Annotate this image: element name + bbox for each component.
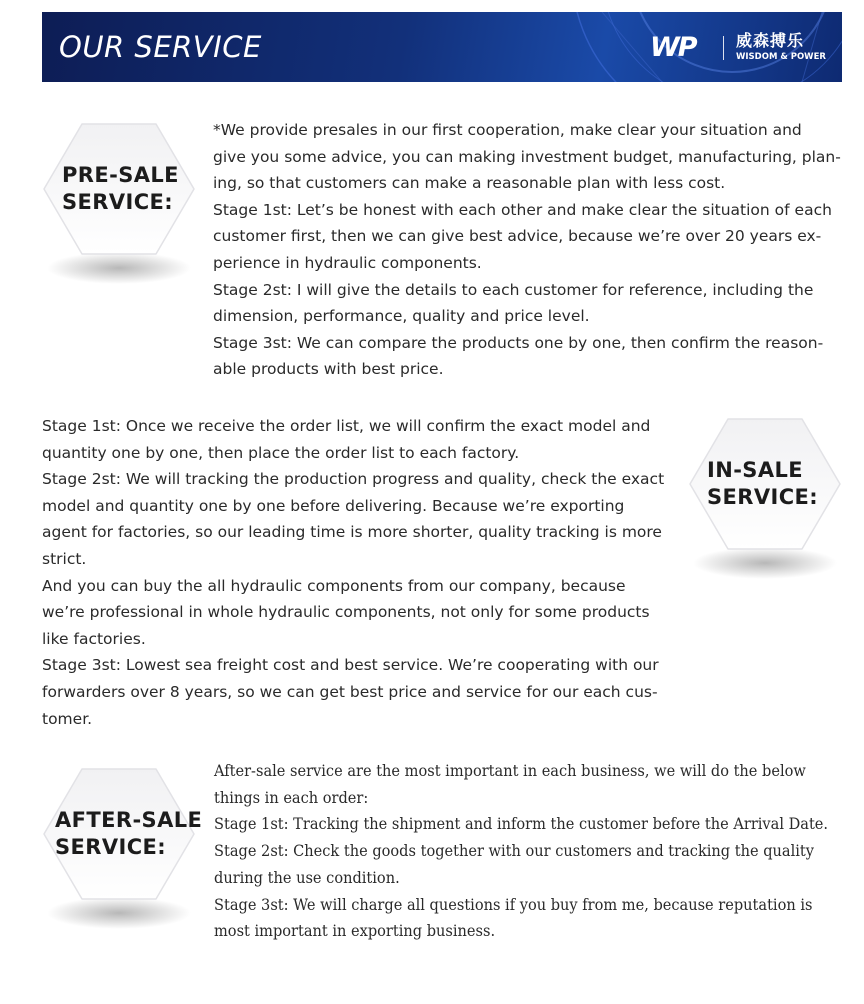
text-line: Stage 2st: We will tracking the production progress and quality, check the exact: [42, 470, 665, 489]
text-line: most important in exporting business.: [214, 922, 496, 941]
presale-hexagon-badge: [38, 118, 200, 290]
text-line: ing, so that customers can make a reasonable plan with less cost.: [213, 174, 726, 193]
logo-mark: WP: [650, 32, 696, 63]
text-line: able products with best price.: [213, 360, 444, 379]
text-line: *We provide presales in our first cooperation, make clear your situation and: [213, 121, 802, 139]
text-line: Stage 1st: Once we receive the order list, we will confirm the exact model and: [42, 417, 651, 435]
text-line: give you some advice, you can making investment budget, manufacturing, plan-: [213, 147, 841, 166]
presale-label-line1: PRE-SALE: [62, 163, 179, 187]
text-line: Stage 3st: We can compare the products one by one, then confirm the reason-: [213, 333, 824, 352]
insale-label-line2: SERVICE:: [707, 485, 819, 509]
aftersale-label-line2: SERVICE:: [55, 835, 167, 859]
text-line: And you can buy the all hydraulic components from our company, because: [42, 576, 626, 595]
text-line: Stage 3st: Lowest sea freight cost and best service. We’re cooperating with our: [42, 656, 659, 675]
text-line: Stage 2st: I will give the details to each customer for reference, including the: [213, 280, 814, 299]
text-line: Stage 1st: Tracking the shipment and inform the customer before the Arrival Date.: [214, 815, 829, 834]
banner-title: OUR SERVICE: [59, 30, 262, 64]
aftersale-label-line1: AFTER-SALE: [55, 808, 203, 832]
text-line: agent for factories, so our leading time is more shorter, quality tracking is more: [42, 523, 662, 542]
aftersale-hexagon-badge: [38, 763, 203, 935]
presale-description: [213, 117, 841, 383]
header-banner: [42, 12, 842, 82]
text-line: Stage 2st: Check the goods together with our customers and tracking the quality: [214, 842, 814, 861]
text-line: quantity one by one, then place the order list to each factory.: [42, 443, 520, 462]
presale-label-line2: SERVICE:: [62, 190, 174, 214]
text-line: things in each order:: [214, 788, 369, 807]
text-line: tomer.: [42, 709, 93, 728]
logo-english-name: WISDOM & POWER: [736, 52, 826, 62]
logo-chinese-name: 威森搏乐: [736, 31, 805, 50]
brand-logo: [650, 32, 832, 66]
text-line: like factories.: [42, 629, 146, 648]
text-line: After-sale service are the most important in each business, we will do the below: [214, 762, 806, 780]
insale-description: [42, 413, 664, 732]
text-line: we’re professional in whole hydraulic components, not only for some products: [42, 603, 650, 622]
text-line: Stage 1st: Let’s be honest with each other and make clear the situation of each: [213, 200, 832, 219]
text-line: during the use condition.: [214, 868, 400, 887]
logo-divider: [723, 36, 724, 60]
text-line: customer first, then we can give best advice, because we’re over 20 years ex-: [213, 227, 822, 246]
text-line: forwarders over 8 years, so we can get best price and service for our each cus-: [42, 682, 658, 701]
insale-hexagon-badge: [684, 413, 846, 585]
aftersale-description: [214, 758, 864, 945]
text-line: Stage 3st: We will charge all questions if you buy from me, because reputation is: [214, 895, 813, 914]
text-line: strict.: [42, 549, 87, 568]
text-line: dimension, performance, quality and price level.: [213, 307, 590, 326]
text-line: perience in hydraulic components.: [213, 253, 482, 272]
text-line: model and quantity one by one before delivering. Because we’re exporting: [42, 496, 625, 515]
insale-label-line1: IN-SALE: [707, 458, 804, 482]
